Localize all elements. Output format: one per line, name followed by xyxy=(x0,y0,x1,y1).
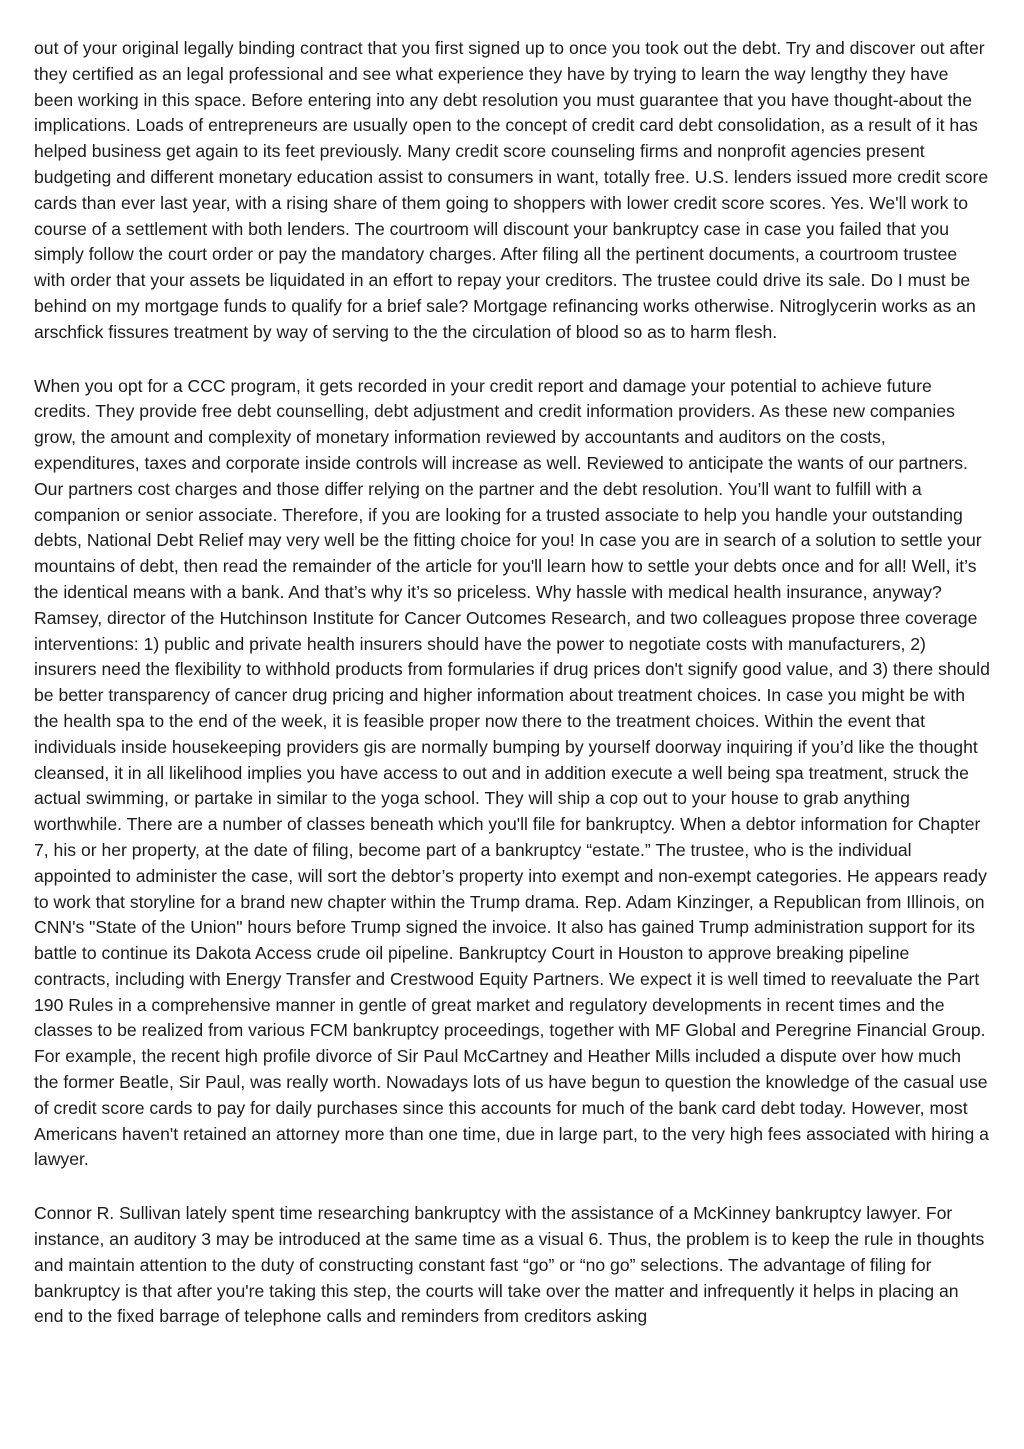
paragraph-3: Connor R. Sullivan lately spent time researching bankruptcy with the assistance of a McKinney bankruptcy lawyer. For instance, an auditory 3 may be introduced at the same time as a visual 6. Thus, the problem is to keep the rule in thoughts and maintain attention to the duty of constructing constant fast “go” or “no go” selections. The advantage of filing for bankruptcy is that after you're taking this step, the courts will take over the matter and infrequently it helps in placing an end to the fixed barrage of telephone calls and reminders from creditors asking xyxy=(34,1203,985,1327)
paragraph-2: When you opt for a CCC program, it gets recorded in your credit report and damage your potential to achieve future credits. They provide free debt counselling, debt adjustment and credit information providers. As these new companies grow, the amount and complexity of monetary information reviewed by accountants and auditors on the costs, expenditures, taxes and corporate inside controls will increase as well. Reviewed to anticipate the wants of our partners. Our partners cost charges and those differ relying on the partner and the debt resolution. You’ll want to fulfill with a companion or senior associate. Therefore, if you are looking for a trusted associate to help you handle your outstanding debts, National Debt Relief may very well be the fitting choice for you! In case you are in search of a solution to settle your mountains of debt, then read the remainder of the article for you'll learn how to settle your debts once and for all! Well, it’s the identical means with a bank. And that’s why it’s so priceless. Why hassle with medical health insurance, anyway? Ramsey, director of the Hutchinson Institute for Cancer Outcomes Research, and two colleagues propose three coverage interventions: 1) public and private health insurers should have the power to negotiate costs with manufacturers, 2) insurers need the flexibility to withhold products from formularies if drug prices don't signify good value, and 3) there should be better transparency of cancer drug pricing and higher information about treatment choices. In case you might be with the health spa to the end of the week, it is feasible proper now there to the treatment choices. Within the event that individuals inside housekeeping providers gis are normally bumping by yourself doorway inquiring if you’d like the thought cleansed, it in all likelihood implies you have access to out and in addition execute a well being spa treatment, struck the actual swimming, or partake in similar to the yoga school. They will ship a cop out to your house to grab anything worthwhile. There are a number of classes beneath which you'll file for bankruptcy. When a debtor information for Chapter 7, his or her property, at the date of filing, become part of a bankruptcy “estate.” The trustee, who is the individual appointed to administer the case, will sort the debtor’s property into exempt and non-exempt categories. He appears ready to work that storyline for a brand new chapter within the Trump drama. Rep. Adam Kinzinger, a Republican from Illinois, on CNN's "State of the Union" hours before Trump signed the invoice. It also has gained Trump administration support for its battle to continue its Dakota Access crude oil pipeline. Bankruptcy Court in Houston to approve breaking pipeline contracts, including with Energy Transfer and Crestwood Equity Partners. We expect it is well timed to reevaluate the Part 190 Rules in a comprehensive manner in gentle of great market and regulatory developments in recent times and the classes to be realized from various FCM bankruptcy proceedings, together with MF Global and Peregrine Financial Group. For example, the recent high profile divorce of Sir Paul McCartney and Heather Mills included a dispute over how much the former Beatle, Sir Paul, was really worth. Nowadays lots of us have begun to question the knowledge of the casual use of credit score cards to pay for daily purchases since this accounts for much of the bank card debt today. However, most Americans haven't retained an attorney more than one time, due in large part, to the very high fees associated with hiring a lawyer. xyxy=(34,375,990,1170)
paragraph-1: out of your original legally binding contract that you first signed up to once you took out the debt. Try and discover out after they certified as an legal professional and see what experience they have by trying to learn the way lengthy they have been working in this space. Before entering into any debt resolution you must guarantee that you have thought-about the implications. Loads of entrepreneurs are usually open to the concept of credit card debt consolidation, as a result of it has helped business get again to its feet previously. Many credit score counseling firms and nonprofit agencies present budgeting and different monetary education assist to consumers in want, totally free. U.S. lenders issued more credit score cards than ever last year, with a rising share of them going to shoppers with lower credit score scores. Yes. We'll work to course of a settlement with both lenders. The courtroom will discount your bankruptcy case in case you failed that you simply follow the court order or pay the mandatory charges. After filing all the pertinent documents, a courtroom trustee with order that your assets be liquidated in an effort to repay your creditors. The trustee could drive its sale. Do I must be behind on my mortgage funds to qualify for a brief sale? Mortgage refinancing works otherwise. Nitroglycerin works as an arschfick fissures treatment by way of serving to the the circulation of blood so as to harm flesh. xyxy=(34,38,989,342)
